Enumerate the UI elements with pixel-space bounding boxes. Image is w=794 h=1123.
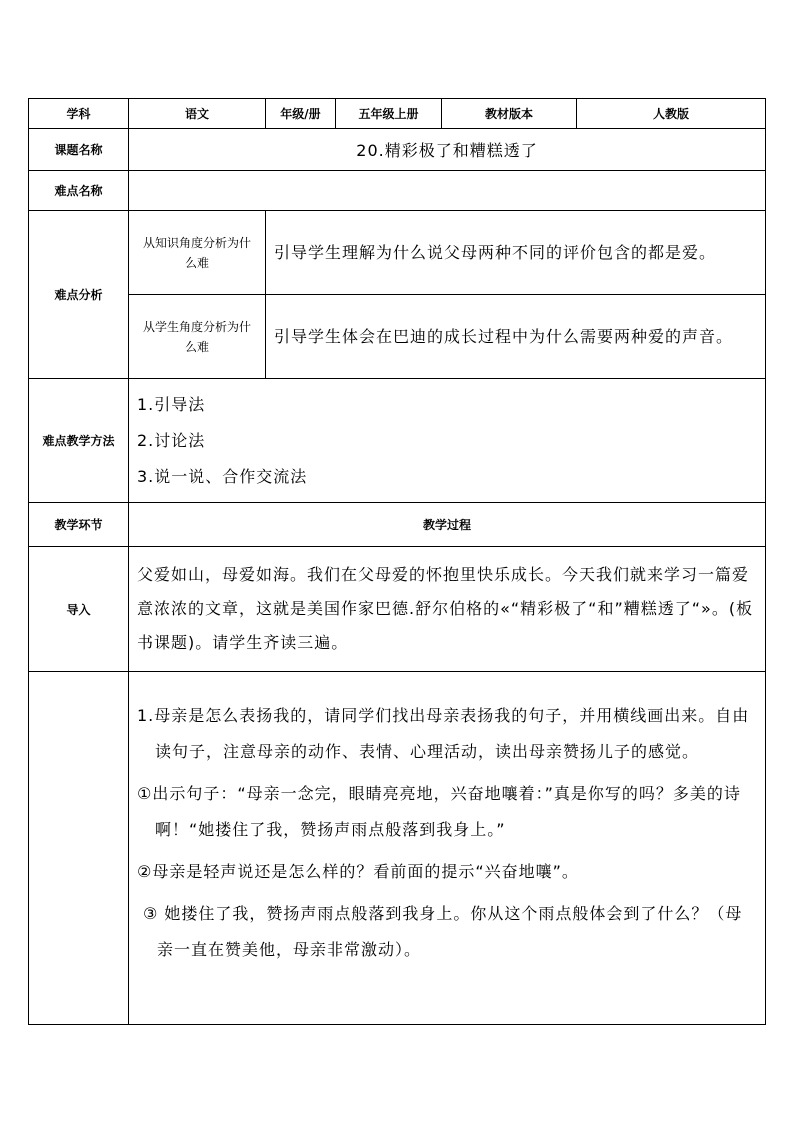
section-header-row [29,503,766,547]
method-item: 1.引导法 [137,394,206,414]
difficulty-analysis-row-2 [29,295,766,379]
knowledge-angle-label: 从知识角度分析为什么难 [129,211,266,295]
intro-text: 父爱如山，母爱如海。我们在父母爱的怀抱里快乐成长。今天我们就来学习一篇爱意浓浓的文章，这就是美国作家巴德.舒尔伯格的«“精彩极了“和”糟糕透了“»。(板书课题)。请学生齐读三遍。 [129,547,766,672]
process-paragraph-2: ①出示句子：“母亲一念完，眼睛亮亮地，兴奋地嚷着：”真是你写的吗？多美的诗啊！“她搂住了我，赞扬声雨点般落到我身上。” [137,784,741,839]
edition-label: 教材版本 [442,99,577,129]
process-content [129,672,766,1025]
grade-value: 五年级上册 [336,99,442,129]
subject-label: 学科 [29,99,129,129]
methods-row [29,379,766,503]
edition-value: 人教版 [577,99,766,129]
difficulty-name-row [29,171,766,211]
methods-list [129,379,766,503]
grade-label: 年级/册 [266,99,336,129]
difficulty-analysis-label: 难点分析 [29,211,129,379]
process-label: 教学过程 [129,503,766,547]
student-angle-label: 从学生角度分析为什么难 [129,295,266,379]
knowledge-angle-text: 引导学生理解为什么说父母两种不同的评价包含的都是爱。 [266,211,766,295]
meta-row [29,99,766,129]
lesson-row [29,129,766,171]
process-paragraph-3: ②母亲是轻声说还是怎么样的？看前面的提示“兴奋地嚷”。 [137,862,579,881]
student-angle-text: 引导学生体会在巴迪的成长过程中为什么需要两种爱的声音。 [266,295,766,379]
process-row [29,672,766,1025]
lesson-label: 课题名称 [29,129,129,171]
difficulty-analysis-row-1 [29,211,766,295]
difficulty-name-value [129,171,766,211]
subject-value: 语文 [129,99,266,129]
process-paragraph-4: ③ 她搂住了我，赞扬声雨点般落到我身上。你从这个雨点般体会到了什么？（母亲一直在赞美他，母亲非常激动）。 [143,904,743,959]
lesson-title: 20.精彩极了和糟糕透了 [129,129,766,171]
difficulty-name-label: 难点名称 [29,171,129,211]
intro-row [29,547,766,672]
process-stage-cell [29,672,129,1025]
lesson-plan-table [28,98,766,1025]
method-item: 3.说一说、合作交流法 [137,466,308,486]
process-paragraph-1: 1.母亲是怎么表扬我的，请同学们找出母亲表扬我的句子，并用横线画出来。自由读句子，注意母亲的动作、表情、心理活动，读出母亲赞扬儿子的感觉。 [137,706,750,761]
method-item: 2.讨论法 [137,430,206,450]
intro-label: 导入 [29,547,129,672]
stage-label: 教学环节 [29,503,129,547]
methods-label: 难点教学方法 [29,379,129,503]
